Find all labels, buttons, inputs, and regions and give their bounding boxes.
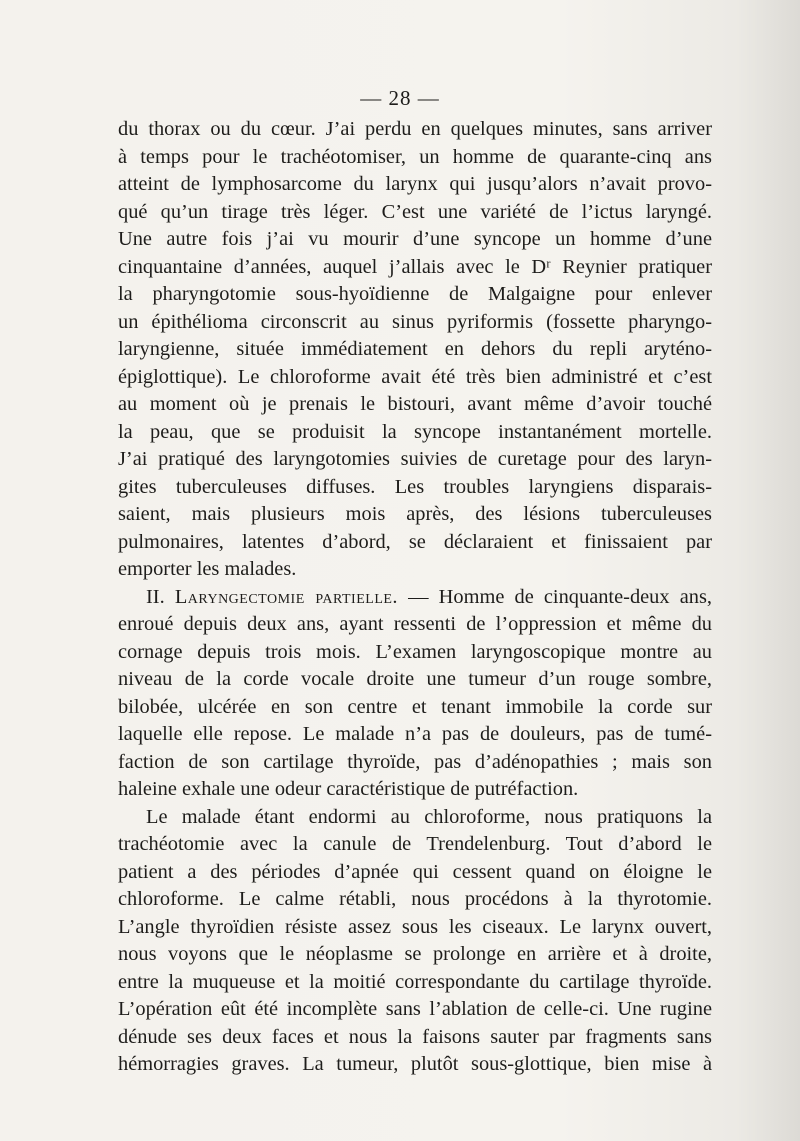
paragraph bbox=[118, 584, 712, 804]
text-line: Une autre fois j’ai vu mourir d’une syncope un homme d’une bbox=[118, 228, 712, 250]
text-line: épiglottique). Le chloroforme avait été très bien administré et c’est bbox=[118, 365, 712, 388]
text-line: atteint de lymphosarcome du larynx qui jusqu’alors n’avait provo- bbox=[118, 173, 712, 195]
section-heading-line bbox=[118, 584, 712, 612]
section-heading-rest: — Homme de cinquante-deux ans, bbox=[398, 585, 712, 608]
text-line: qué qu’un tirage très léger. C’est une variété de l’ictus laryngé. bbox=[118, 200, 712, 223]
text-line: L’opération eût été incomplète sans l’ablation de celle-ci. Une rugine bbox=[118, 998, 712, 1020]
text-line: du thorax ou du cœur. J’ai perdu en quelques minutes, sans arriver bbox=[118, 118, 712, 140]
text-line: enroué depuis deux ans, ayant ressenti de l’oppression et même du bbox=[118, 613, 712, 635]
section-number: II. bbox=[146, 585, 175, 608]
text-line: laquelle elle repose. Le malade n’a pas de douleurs, pas de tumé- bbox=[118, 723, 712, 745]
paragraph bbox=[118, 804, 712, 1079]
text-line: haleine exhale une odeur caractéristique de putréfaction. bbox=[118, 778, 579, 800]
text-line: trachéotomie avec la canule de Trendelenburg. Tout d’abord le bbox=[118, 833, 712, 855]
text-line: à temps pour le trachéotomiser, un homme de quarante-cinq ans bbox=[118, 145, 712, 168]
text-line: entre la muqueuse et la moitié correspondante du cartilage thyroïde. bbox=[118, 970, 712, 993]
text-line: L’angle thyroïdien résiste assez sous les ciseaux. Le larynx ouvert, bbox=[118, 915, 712, 938]
text-line: patient a des périodes d’apnée qui cessent quand on éloigne le bbox=[118, 860, 712, 883]
text-line: J’ai pratiqué des laryngotomies suivies de curetage pour des laryn- bbox=[118, 448, 712, 470]
text-line: nous voyons que le néoplasme se prolonge en arrière et à droite, bbox=[118, 943, 712, 965]
text-line: laryngienne, située immédiatement en dehors du repli aryténo- bbox=[118, 338, 712, 360]
text-line: Le malade étant endormi au chloroforme, nous pratiquons la bbox=[146, 805, 712, 828]
page-number: — 28 — bbox=[360, 86, 440, 110]
section-title: Laryngectomie partielle. bbox=[174, 585, 399, 608]
text-line: saient, mais plusieurs mois après, des lésions tuberculeuses bbox=[118, 503, 712, 525]
text-line: un épithélioma circonscrit au sinus pyriformis (fossette pharyngo- bbox=[118, 310, 712, 333]
text-line: cinquantaine d’années, auquel j’allais avec le Dʳ Reynier pratiquer bbox=[118, 255, 712, 278]
paragraph bbox=[118, 116, 712, 584]
text-line: cornage depuis trois mois. L’examen laryngoscopique montre au bbox=[118, 640, 712, 663]
text-line: gites tuberculeuses diffuses. Les troubles laryngiens disparais- bbox=[118, 475, 712, 498]
body-text bbox=[118, 116, 712, 1079]
text-line: hémorragies graves. La tumeur, plutôt sous-glottique, bien mise à bbox=[118, 1053, 712, 1075]
text-line: faction de son cartilage thyroïde, pas d’adénopathies ; mais son bbox=[118, 750, 712, 773]
text-line: au moment où je prenais le bistouri, avant même d’avoir touché bbox=[118, 393, 712, 415]
text-line: dénude ses deux faces et nous la faisons sauter par fragments sans bbox=[118, 1025, 712, 1048]
text-line: la pharyngotomie sous-hyoïdienne de Malgaigne pour enlever bbox=[118, 283, 712, 305]
text-line: niveau de la corde vocale droite une tumeur d’un rouge sombre, bbox=[118, 668, 712, 690]
text-line: emporter les malades. bbox=[118, 558, 297, 580]
text-line: la peau, que se produisit la syncope instantanément mortelle. bbox=[118, 420, 712, 443]
text-line: bilobée, ulcérée en son centre et tenant immobile la corde sur bbox=[118, 695, 712, 718]
text-line: pulmonaires, latentes d’abord, se déclaraient et finissaient par bbox=[118, 530, 712, 553]
text-line: chloroforme. Le calme rétabli, nous procédons à la thyrotomie. bbox=[118, 888, 712, 910]
